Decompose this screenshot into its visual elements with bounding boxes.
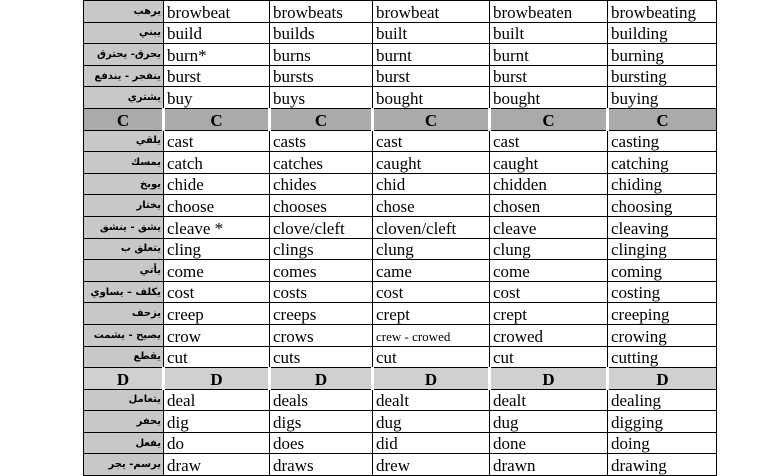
section-letter: D [373, 368, 490, 390]
third-person-form: comes [270, 260, 373, 282]
ing-form: coming [608, 260, 717, 282]
base-form: come [164, 260, 270, 282]
past-form: clung [373, 238, 490, 260]
ing-form: chiding [608, 173, 717, 195]
verb-row [84, 454, 717, 476]
base-form: buy [164, 87, 270, 109]
past-form: crept [373, 303, 490, 325]
past-participle-form: done [490, 432, 608, 454]
ing-form: burning [608, 44, 717, 66]
base-form: draw [164, 454, 270, 476]
arabic-meaning: يرسم- يجر [84, 454, 164, 476]
past-participle-form: cut [490, 346, 608, 368]
past-form: chid [373, 173, 490, 195]
third-person-form: deals [270, 389, 373, 411]
arabic-meaning: ينفجر - يندفع [84, 65, 164, 87]
past-participle-form: cast [490, 130, 608, 152]
section-letter: C [608, 108, 717, 130]
base-form: cast [164, 130, 270, 152]
base-form: cleave * [164, 216, 270, 238]
section-letter: D [608, 368, 717, 390]
past-form: burst [373, 65, 490, 87]
arabic-meaning: يشق - ينشق [84, 216, 164, 238]
base-form: catch [164, 152, 270, 174]
section-letter: C [373, 108, 490, 130]
past-form: bought [373, 87, 490, 109]
verb-row [84, 195, 717, 217]
past-participle-form: drawn [490, 454, 608, 476]
past-form: dealt [373, 389, 490, 411]
arabic-meaning: يكلف – يساوي [84, 281, 164, 303]
past-participle-form: chidden [490, 173, 608, 195]
past-participle-form: burst [490, 65, 608, 87]
section-header-c [84, 108, 717, 130]
verb-row [84, 1, 717, 23]
ing-form: buying [608, 87, 717, 109]
past-participle-form: dug [490, 411, 608, 433]
ing-form: casting [608, 130, 717, 152]
section-letter: D [270, 368, 373, 390]
past-participle-form: browbeaten [490, 1, 608, 23]
past-form: caught [373, 152, 490, 174]
ing-form: doing [608, 432, 717, 454]
past-form: cost [373, 281, 490, 303]
base-form: do [164, 432, 270, 454]
verb-row [84, 281, 717, 303]
third-person-form: cuts [270, 346, 373, 368]
past-form: cast [373, 130, 490, 152]
past-participle-form: burnt [490, 44, 608, 66]
arabic-meaning: يقطع [84, 346, 164, 368]
arabic-meaning: يأتي [84, 260, 164, 282]
section-letter: C [490, 108, 608, 130]
past-form: came [373, 260, 490, 282]
ing-form: crowing [608, 324, 717, 346]
arabic-meaning: يوبخ [84, 173, 164, 195]
base-form: cling [164, 238, 270, 260]
past-form: browbeat [373, 1, 490, 23]
third-person-form: builds [270, 22, 373, 44]
section-letter: D [164, 368, 270, 390]
verb-row [84, 44, 717, 66]
verb-row [84, 303, 717, 325]
arabic-meaning: يشتري [84, 87, 164, 109]
past-form: drew [373, 454, 490, 476]
ing-form: digging [608, 411, 717, 433]
verb-row [84, 22, 717, 44]
ing-form: costing [608, 281, 717, 303]
past-participle-form: bought [490, 87, 608, 109]
past-form: cloven/cleft [373, 216, 490, 238]
ing-form: creeping [608, 303, 717, 325]
section-header-d [84, 368, 717, 390]
ing-form: choosing [608, 195, 717, 217]
base-form: burst [164, 65, 270, 87]
past-participle-form: crowed [490, 324, 608, 346]
ing-form: building [608, 22, 717, 44]
verb-row [84, 216, 717, 238]
arabic-meaning: يختار [84, 195, 164, 217]
verb-row [84, 173, 717, 195]
third-person-form: chides [270, 173, 373, 195]
ing-form: cutting [608, 346, 717, 368]
third-person-form: digs [270, 411, 373, 433]
verb-row [84, 87, 717, 109]
verb-row [84, 346, 717, 368]
verb-row [84, 411, 717, 433]
arabic-meaning: يتعامل [84, 389, 164, 411]
base-form: crow [164, 324, 270, 346]
third-person-form: clings [270, 238, 373, 260]
verb-row [84, 65, 717, 87]
past-participle-form: clung [490, 238, 608, 260]
ing-form: bursting [608, 65, 717, 87]
past-participle-form: built [490, 22, 608, 44]
verb-row [84, 152, 717, 174]
third-person-form: burns [270, 44, 373, 66]
past-form: did [373, 432, 490, 454]
third-person-form: buys [270, 87, 373, 109]
ing-form: browbeating [608, 1, 717, 23]
past-participle-form: come [490, 260, 608, 282]
section-letter: D [84, 368, 164, 390]
base-form: build [164, 22, 270, 44]
third-person-form: crows [270, 324, 373, 346]
third-person-form: casts [270, 130, 373, 152]
base-form: cost [164, 281, 270, 303]
verb-row [84, 389, 717, 411]
third-person-form: creeps [270, 303, 373, 325]
past-participle-form: crept [490, 303, 608, 325]
arabic-meaning: يلقي [84, 130, 164, 152]
past-form: chose [373, 195, 490, 217]
past-participle-form: cleave [490, 216, 608, 238]
past-form: built [373, 22, 490, 44]
base-form: creep [164, 303, 270, 325]
verb-row [84, 260, 717, 282]
section-letter: C [84, 108, 164, 130]
irregular-verbs-table [83, 0, 717, 476]
third-person-form: costs [270, 281, 373, 303]
section-letter: C [164, 108, 270, 130]
ing-form: catching [608, 152, 717, 174]
third-person-form: bursts [270, 65, 373, 87]
base-form: browbeat [164, 1, 270, 23]
base-form: choose [164, 195, 270, 217]
ing-form: clinging [608, 238, 717, 260]
ing-form: cleaving [608, 216, 717, 238]
arabic-meaning: يفعل [84, 432, 164, 454]
past-participle-form: cost [490, 281, 608, 303]
past-form: crew - crowed [373, 324, 490, 346]
base-form: burn* [164, 44, 270, 66]
third-person-form: browbeats [270, 1, 373, 23]
arabic-meaning: يبني [84, 22, 164, 44]
third-person-form: chooses [270, 195, 373, 217]
third-person-form: draws [270, 454, 373, 476]
section-letter: D [490, 368, 608, 390]
verb-row [84, 432, 717, 454]
arabic-meaning: يحفر [84, 411, 164, 433]
arabic-meaning: يرهب [84, 1, 164, 23]
verb-row [84, 238, 717, 260]
base-form: cut [164, 346, 270, 368]
past-form: dug [373, 411, 490, 433]
base-form: chide [164, 173, 270, 195]
past-participle-form: chosen [490, 195, 608, 217]
ing-form: dealing [608, 389, 717, 411]
third-person-form: catches [270, 152, 373, 174]
verb-row [84, 324, 717, 346]
past-form: cut [373, 346, 490, 368]
base-form: deal [164, 389, 270, 411]
past-participle-form: caught [490, 152, 608, 174]
arabic-meaning: يمسك [84, 152, 164, 174]
arabic-meaning: يتعلق ب [84, 238, 164, 260]
arabic-meaning: يصيح - يشمت [84, 324, 164, 346]
arabic-meaning: يحرق- يحترق [84, 44, 164, 66]
section-letter: C [270, 108, 373, 130]
past-form: burnt [373, 44, 490, 66]
third-person-form: clove/cleft [270, 216, 373, 238]
third-person-form: does [270, 432, 373, 454]
arabic-meaning: يزحف [84, 303, 164, 325]
past-participle-form: dealt [490, 389, 608, 411]
base-form: dig [164, 411, 270, 433]
verb-row [84, 130, 717, 152]
ing-form: drawing [608, 454, 717, 476]
